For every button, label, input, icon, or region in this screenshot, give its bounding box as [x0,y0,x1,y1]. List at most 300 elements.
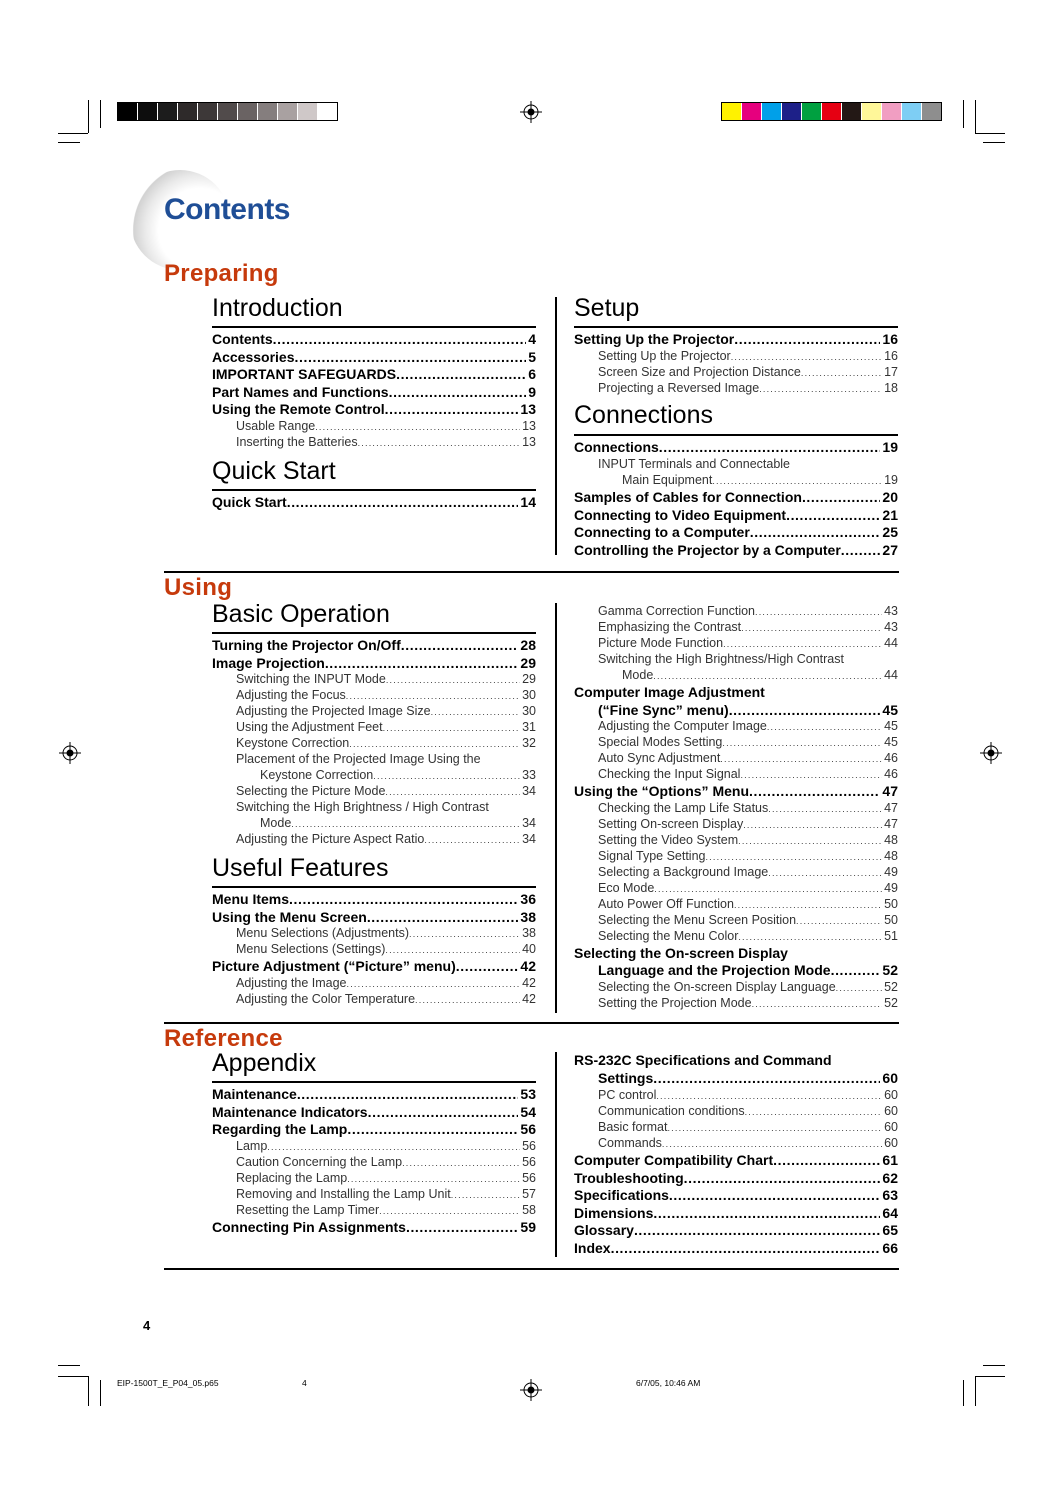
toc-entry[interactable] [212,401,536,418]
toc-entry-page: 9 [528,383,536,400]
leader-dots [424,832,520,846]
toc-entry-page: 27 [882,541,898,558]
toc-entry-page: 36 [520,891,536,907]
toc-entry[interactable] [598,962,898,979]
toc-entry-title: IMPORTANT SAFEGUARDS [212,366,397,383]
leader-dots [358,435,520,449]
toc-entry-title: Menu Items [212,891,290,907]
leader-dots [734,897,882,911]
toc-entry[interactable] [212,384,536,401]
toc-entry-page: 56 [520,1121,536,1138]
toc-entry[interactable] [236,832,536,848]
toc-entry[interactable] [212,349,536,366]
toc-entry-page: 18 [884,380,898,395]
chapter-heading-setup: Setup [574,294,640,322]
leader-dots [315,419,520,433]
section-divider [164,571,899,573]
toc-entry[interactable] [574,783,898,800]
toc-entry-page: 38 [522,926,536,941]
toc-entry-page: 16 [884,348,898,363]
leader-dots [611,1240,881,1256]
leader-dots [385,942,520,956]
toc-entry[interactable] [598,365,898,381]
crop-mark [963,100,964,128]
chapter-rule [574,326,898,328]
toc-entry[interactable] [598,913,898,929]
toc-entry-title: Lamp [236,1138,268,1153]
toc-entry-title: Quick Start [212,494,287,510]
toc-entry[interactable] [236,992,536,1008]
toc-entry-title: Adjusting the Projected Image Size [236,704,431,719]
toc-entry[interactable] [598,801,898,817]
leader-dots [349,736,520,750]
toc-entry-title: Basic format [598,1120,668,1134]
leader-dots [291,816,520,830]
toc-entry[interactable] [212,366,536,383]
toc-entry-page: 29 [520,654,536,671]
toc-entry[interactable] [212,331,536,348]
toc-entry-title: PC control [598,1088,657,1102]
toc-entry-page: 60 [882,1070,898,1086]
toc-entry-page: 45 [882,701,898,718]
toc-entry-title: Switching the High Brightness/High Contrast [598,652,844,666]
toc-entry-title: Picture Adjustment (“Picture” menu) [212,958,456,975]
leader-dots [325,655,519,671]
toc-entry[interactable] [236,720,536,736]
leader-dots [295,349,527,365]
toc-entry-page: 60 [884,1088,898,1102]
leader-dots [656,1088,882,1102]
toc-entry-page: 58 [522,1202,536,1217]
toc-entry[interactable] [598,349,898,365]
toc-entry-title: Special Modes Setting [598,735,723,750]
toc-entry-title: Glossary [574,1222,634,1239]
registration-target-icon [520,101,542,123]
leader-dots [667,1120,882,1134]
toc-entry-title: Keystone Correction [260,768,374,783]
toc-entry-page: 52 [882,962,898,979]
toc-entry-page: 54 [520,1103,536,1120]
toc-entry[interactable] [236,942,536,958]
toc-entry[interactable] [598,751,898,767]
toc-entry-title: Commands [598,1136,662,1150]
toc-entry[interactable] [574,524,898,541]
section-heading-reference: Reference [164,1025,283,1052]
process-color-bar [721,102,942,121]
toc-entry-page: 60 [884,1136,898,1150]
page-title: Contents [164,193,290,226]
toc-entry-title: Adjusting the Color Temperature [236,991,416,1006]
toc-entry[interactable] [236,672,536,688]
toc-entry[interactable] [598,767,898,783]
leader-dots [712,473,882,487]
toc-entry[interactable] [574,1187,898,1204]
toc-entry-title: Connecting to Video Equipment [574,506,787,523]
toc-entry[interactable] [212,1219,536,1236]
leader-dots [373,768,520,782]
toc-entry[interactable] [236,784,536,800]
toc-entry-page: 46 [884,751,898,766]
toc-entry-page: 50 [884,896,898,911]
toc-entry-title: Connecting to a Computer [574,524,750,541]
toc-entry-page: 48 [884,848,898,863]
toc-entry-page: 47 [882,783,898,800]
toc-entry-title: Part Names and Functions [212,383,389,400]
leader-dots [662,1136,882,1150]
leader-dots [415,992,520,1006]
crop-mark [58,1365,80,1366]
leader-dots [385,401,519,417]
toc-entry-title: Setting On-screen Display [598,816,744,831]
section-heading-using: Using [164,574,233,601]
leader-dots [684,1170,881,1186]
crop-mark [58,133,88,134]
toc-entry-title: Adjusting the Focus [236,688,346,703]
toc-entry-title: Switching the INPUT Mode [236,672,386,687]
toc-entry-page: 34 [522,832,536,847]
toc-entry[interactable] [598,1070,898,1087]
leader-dots [731,349,882,363]
toc-entry-page: 14 [520,494,536,510]
leader-dots [347,976,521,990]
toc-entry-page: 38 [520,908,536,925]
leader-dots [720,751,882,765]
leader-dots [743,817,882,831]
leader-dots [729,702,881,718]
leader-dots [755,604,882,618]
chapter-rule [212,1081,536,1083]
toc-entry-title: INPUT Terminals and Connectable [598,457,790,471]
leader-dots [451,1187,520,1201]
toc-entry-title: Selecting the On-screen Display [574,944,788,961]
toc-entry-title: Setting Up the Projector [598,348,731,363]
toc-entry-title: Connections [574,439,659,455]
toc-entry-page: 43 [884,604,898,618]
toc-entry-title: Turning the Projector On/Off [212,637,401,653]
leader-dots [383,720,520,734]
toc-entry-title: RS-232C Specifications and Command [574,1052,832,1068]
section-divider [164,1022,899,1024]
toc-entry-title: Removing and Installing the Lamp Unit [236,1186,451,1201]
toc-entry-title: Projecting a Reversed Image [598,380,760,395]
toc-entry-page: 30 [522,704,536,719]
toc-entry-title: Selecting the On-screen Display Language [598,980,836,994]
toc-entry-page: 56 [522,1154,536,1169]
leader-dots [367,909,519,925]
toc-entry[interactable] [574,331,898,348]
toc-entry-title: Using the Adjustment Feet [236,720,383,735]
toc-entry[interactable] [236,736,536,752]
toc-entry-title: Selecting a Background Image [598,864,769,879]
toc-entry[interactable] [236,1155,536,1171]
toc-entry[interactable] [212,909,536,926]
leader-dots [389,384,527,400]
column-divider [555,297,557,555]
leader-dots [802,489,880,505]
toc-entry-page: 64 [882,1204,898,1221]
toc-entry-page: 48 [884,832,898,847]
toc-entry-page: 42 [522,991,536,1006]
toc-entry[interactable] [598,849,898,865]
toc-entry[interactable] [574,542,898,559]
toc-entry-title: Settings [598,1070,654,1086]
toc-entry-title: Language and the Projection Mode [598,962,831,979]
toc-entry-title: Maintenance Indicators [212,1103,368,1120]
leader-dots [347,1121,518,1137]
leader-dots [722,735,882,749]
toc-entry-title: Communication conditions [598,1104,745,1118]
toc-entry-page: 30 [522,688,536,703]
toc-entry-title: Using the Menu Screen [212,908,367,925]
section-heading-preparing: Preparing [164,260,279,287]
toc-entry[interactable] [598,833,898,849]
toc-entry-page: 60 [884,1120,898,1134]
toc-entry-page: 46 [884,767,898,782]
toc-entry-title: Auto Power Off Function [598,896,734,911]
toc-entry[interactable] [236,976,536,992]
crop-mark [963,1380,964,1406]
toc-entry[interactable] [212,1121,536,1138]
toc-entry[interactable] [598,929,898,945]
toc-entry-title: Index [574,1240,611,1256]
toc-entry-title: Using the Remote Control [212,401,385,418]
leader-dots [386,672,520,686]
leader-dots [406,1219,518,1235]
leader-dots [745,1104,882,1118]
toc-entry-page: 32 [522,736,536,751]
toc-entry-title: Auto Sync Adjustment [598,751,721,766]
toc-entry[interactable] [574,507,898,524]
leader-dots [456,958,519,974]
toc-entry-page: 52 [884,996,898,1010]
crop-mark [100,100,101,128]
section-divider [164,1268,899,1270]
toc-entry[interactable] [622,668,898,684]
leader-dots [287,494,519,510]
toc-entry-title: Using the “Options” Menu [574,783,749,800]
toc-entry-page: 60 [884,1104,898,1118]
chapter-heading-useful-features: Useful Features [212,854,389,882]
toc-entry-page: 45 [884,719,898,734]
toc-entry[interactable] [236,1171,536,1187]
toc-entry[interactable] [598,1136,898,1152]
footer-date: 6/7/05, 10:46 AM [636,1378,701,1388]
toc-entry-title: Computer Compatibility Chart [574,1152,774,1168]
toc-entry[interactable] [212,1086,536,1103]
toc-entry-page: 25 [882,524,898,541]
toc-entry-title: Placement of the Projected Image Using the [236,752,481,767]
toc-entry[interactable] [236,1139,536,1155]
toc-entry-title: Mode [622,668,654,682]
toc-entry[interactable] [236,435,536,451]
leader-dots [431,704,521,718]
toc-entry[interactable] [574,1240,898,1257]
toc-entry-title: Setting the Projection Mode [598,996,752,1010]
toc-entry-title: Computer Image Adjustment [574,684,765,700]
toc-entry-title: Adjusting the Computer Image [598,719,767,734]
column-divider [555,603,557,1013]
toc-entry-title: Maintenance [212,1086,297,1102]
toc-entry[interactable] [212,655,536,672]
toc-entry[interactable] [598,881,898,897]
leader-dots [379,1203,520,1217]
toc-entry-page: 33 [522,768,536,783]
toc-entry-title: Signal Type Setting [598,848,706,863]
crop-mark [58,142,80,143]
toc-entry[interactable] [598,719,898,735]
toc-entry[interactable] [598,381,898,397]
chapter-rule [574,434,898,436]
toc-entry-page: 47 [884,800,898,815]
toc-entry[interactable] [236,1187,536,1203]
toc-entry[interactable] [622,473,898,489]
toc-entry[interactable] [574,489,898,506]
toc-entry-title: Contents [212,331,273,347]
footer-page: 4 [302,1378,307,1388]
toc-entry-page: 43 [884,620,898,634]
toc-entry-page: 45 [884,735,898,750]
toc-entry[interactable] [212,494,536,511]
crop-mark [58,1376,88,1377]
toc-entry[interactable] [598,702,898,719]
leader-dots [659,439,881,455]
toc-entry[interactable] [598,1088,898,1104]
toc-entry-page: 13 [522,435,536,449]
toc-entry-page: 56 [522,1138,536,1153]
crop-mark [975,100,976,133]
toc-entry-title: Inserting the Batteries [236,435,358,449]
leader-dots [738,929,882,943]
toc-entry-title: Controlling the Projector by a Computer [574,541,841,558]
chapter-rule [212,632,536,634]
column-divider [555,1052,557,1257]
toc-entry[interactable] [598,817,898,833]
toc-entry-title: Usable Range [236,419,316,433]
leader-dots [385,784,520,798]
toc-entry-title: Checking the Input Signal [598,767,741,782]
leader-dots [705,849,882,863]
leader-dots [767,719,882,733]
leader-dots [749,783,880,799]
registration-target-icon [520,1379,542,1401]
toc-entry-page: 56 [522,1170,536,1185]
toc-entry[interactable] [598,1120,898,1136]
toc-entry-page: 20 [882,489,898,505]
toc-entry-page: 6 [528,366,536,383]
toc-entry[interactable] [598,735,898,751]
toc-entry-title: Resetting the Lamp Timer [236,1202,380,1217]
toc-entry-title: Accessories [212,348,295,365]
toc-entry-page: 40 [522,942,536,957]
leader-dots [402,1155,520,1169]
leader-dots [750,524,881,540]
toc-entry-page: 53 [520,1086,536,1102]
toc-entry-page: 47 [884,816,898,831]
toc-entry[interactable] [574,1205,898,1222]
toc-entry[interactable] [574,439,898,456]
toc-entry[interactable] [260,816,536,832]
toc-entry[interactable] [598,636,898,652]
leader-dots [396,366,526,382]
toc-entry[interactable] [598,996,898,1012]
toc-entry-page: 31 [522,720,536,735]
toc-entry[interactable] [598,604,898,620]
leader-dots [669,1187,881,1203]
toc-entry[interactable] [236,688,536,704]
leader-dots [801,365,882,379]
toc-entry-title: Setting Up the Projector [574,331,735,347]
toc-entry[interactable] [236,704,536,720]
toc-entry[interactable] [212,1104,536,1121]
leader-dots [734,331,880,347]
crop-mark [88,1376,89,1406]
toc-entry-page: 61 [882,1152,898,1168]
toc-entry[interactable] [598,1104,898,1120]
leader-dots [654,881,882,895]
toc-entry-page: 5 [528,348,536,365]
toc-entry-title: Setting the Video System [598,832,739,847]
toc-entry-page: 50 [884,912,898,927]
leader-dots [401,637,519,653]
toc-entry-title: Selecting the Menu Screen Position [598,912,797,927]
toc-entry[interactable] [574,1222,898,1239]
toc-entry-page: 49 [884,880,898,895]
toc-entry-title: Screen Size and Projection Distance [598,364,801,379]
toc-entry[interactable] [574,1170,898,1187]
toc-entry-title: Dimensions [574,1204,654,1221]
toc-entry-page: 62 [882,1169,898,1186]
toc-entry[interactable] [212,891,536,908]
toc-entry[interactable] [236,419,536,435]
grayscale-color-bar [117,102,338,121]
leader-dots [741,620,882,634]
toc-entry-page: 51 [884,928,898,943]
crop-mark [975,1376,976,1406]
toc-entry-title: Gamma Correction Function [598,604,756,618]
toc-entry-page: 42 [522,975,536,990]
leader-dots [267,1139,520,1153]
toc-entry-page: 4 [528,331,536,347]
leader-dots [740,767,882,781]
toc-entry-page: 13 [522,419,536,433]
toc-entry[interactable] [598,865,898,881]
toc-entry-title: Adjusting the Picture Aspect Ratio [236,832,425,847]
toc-entry[interactable] [598,897,898,913]
toc-entry[interactable] [212,958,536,975]
toc-entry-page: 44 [884,668,898,682]
toc-entry[interactable] [574,1152,898,1169]
toc-entry[interactable] [260,768,536,784]
leader-dots [786,507,880,523]
leader-dots [289,891,518,907]
toc-entry-title: Selecting the Menu Color [598,928,739,943]
crop-mark [983,142,1005,143]
leader-dots [634,1222,880,1238]
leader-dots [768,865,882,879]
toc-entry[interactable] [212,637,536,654]
toc-entry-title: Mode [260,816,292,831]
toc-entry-page: 66 [882,1240,898,1256]
toc-entry-title: Main Equipment [622,473,713,487]
toc-entry-title: Specifications [574,1187,669,1204]
toc-entry[interactable] [598,980,898,996]
crop-mark [975,1376,1005,1377]
toc-entry[interactable] [598,620,898,636]
toc-entry[interactable] [236,926,536,942]
toc-entry-page: 16 [882,331,898,347]
toc-entry[interactable] [236,1203,536,1219]
leader-dots [836,980,882,994]
